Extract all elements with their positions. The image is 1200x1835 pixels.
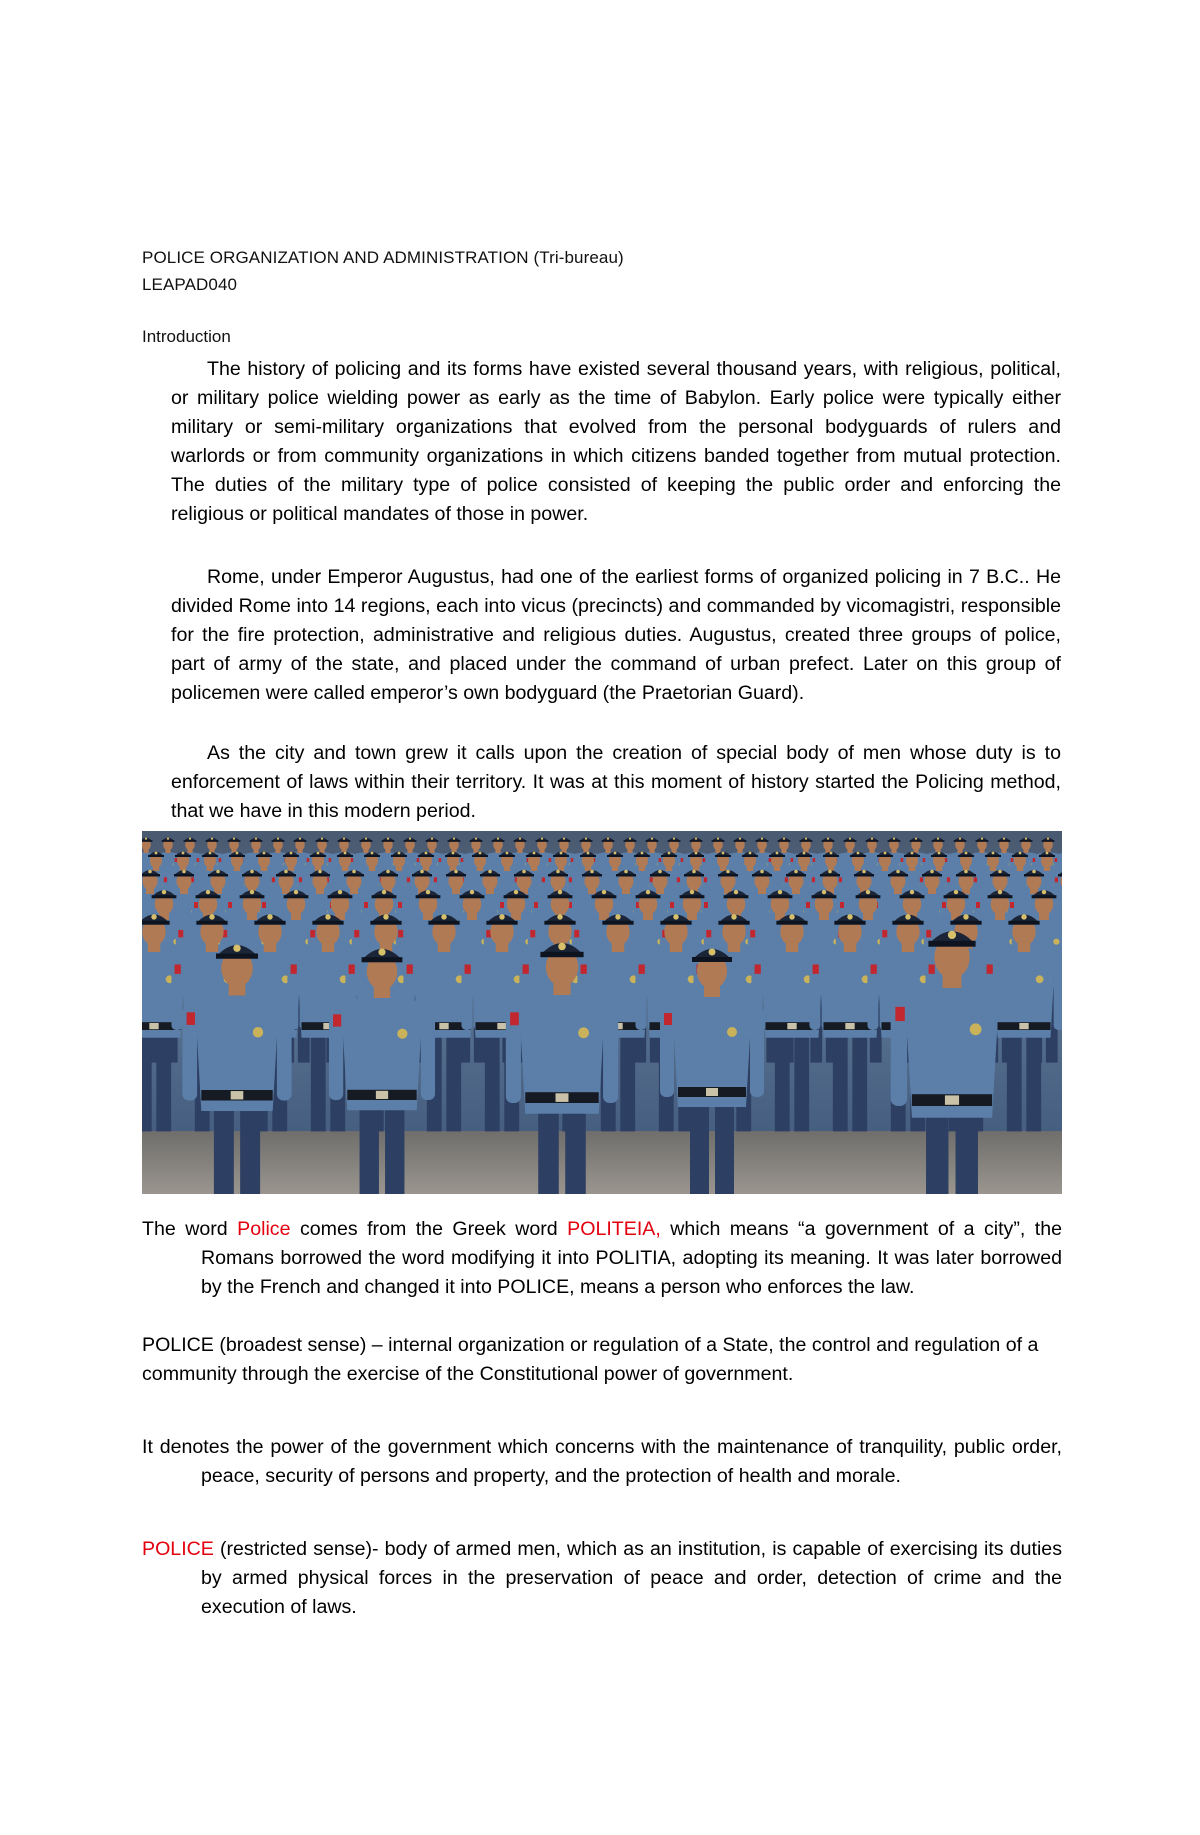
text-run: (restricted sense)- body of armed men, which as an institution, is capable of exercising its duties by armed physical forces in the preservation of peace and order, detection of crime and the execution of laws. <box>201 1538 1062 1618</box>
course-code: LEAPAD040 <box>142 275 238 294</box>
definition-restricted <box>142 1535 1062 1622</box>
section-heading: Introduction <box>142 327 231 346</box>
paragraph-history: The history of policing and its forms have existed several thousand years, with religious, political, or military police wielding power as early as the time of Babylon. Early police were typically either military or semi-military organizations that evolved from the personal bodyguards of rulers and warlords or from community organizations in which citizens banded together from mutual protection. The duties of the military type of police consisted of keeping the public order and enforcing the religious or political mandates of those in power. <box>171 358 1061 525</box>
definition-broadest: POLICE (broadest sense) – internal organization or regulation of a State, the control and regulation of a community through the exercise of the Constitutional power of government. <box>142 1334 1039 1385</box>
text-run: The word <box>142 1218 238 1240</box>
text-run: which means “a government of a city”, the Romans borrowed the word modifying it into POLITIA, adopting its meaning. It was later borrowed by the French and changed it into POLICE, means a person who enforces the law. <box>201 1218 1062 1298</box>
term-police: Police <box>237 1218 291 1240</box>
definition-denotes: It denotes the power of the government which concerns with the maintenance of tranquility, public order, peace, security of persons and property, and the protection of health and morale. <box>142 1436 1062 1487</box>
police-formation-photo <box>142 831 1062 1194</box>
document-title: POLICE ORGANIZATION AND ADMINISTRATION (Tri-bureau) <box>142 248 624 267</box>
text-run: comes from the Greek word <box>290 1218 568 1240</box>
term-police-restricted: POLICE <box>142 1538 214 1560</box>
term-politeia: POLITEIA, <box>567 1218 661 1240</box>
definition-word-origin <box>142 1215 1062 1302</box>
paragraph-modern: As the city and town grew it calls upon the creation of special body of men whose duty is to enforcement of laws within their territory. It was at this moment of history started the Policing method, that we have in this modern period. <box>171 742 1061 822</box>
paragraph-rome: Rome, under Emperor Augustus, had one of the earliest forms of organized policing in 7 B.C.. He divided Rome into 14 regions, each into vicus (precincts) and commanded by vicomagistri, responsible for the fire protection, administrative and religious duties. Augustus, created three groups of police, part of army of the state, and placed under the command of urban prefect. Later on this group of policemen were called emperor’s own bodyguard (the Praetorian Guard). <box>171 566 1061 704</box>
